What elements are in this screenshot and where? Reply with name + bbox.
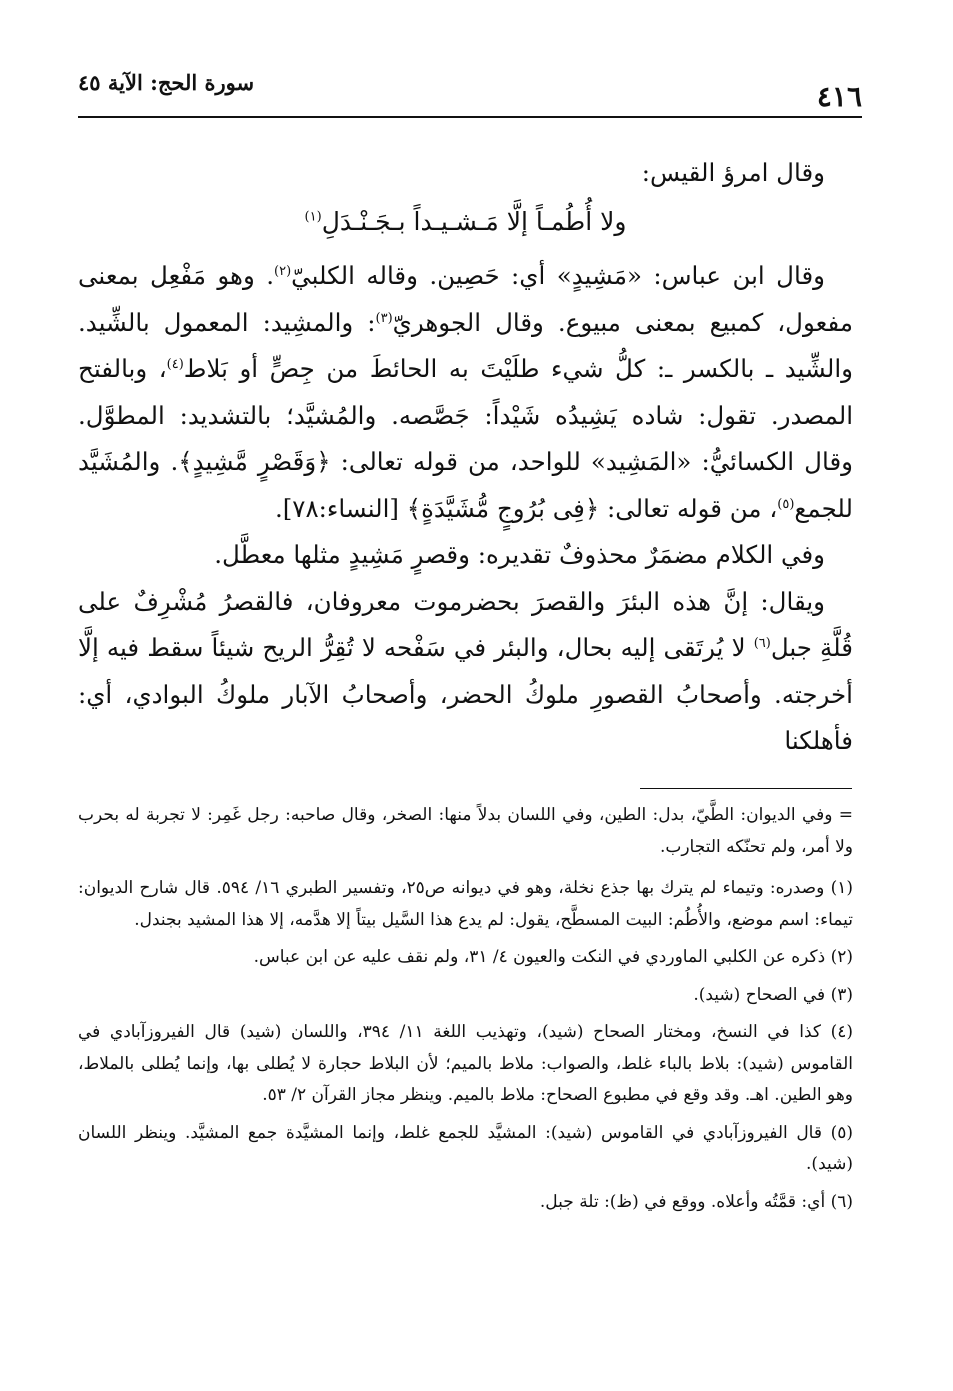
footnote-5: (٥) قال الفيروزآبادي في القاموس (شيد): المشيَّد للجمع غلط، وإنما المشيَّدة جمع المشيَّد. وينظر اللسان (شيد). xyxy=(78,1122,853,1174)
footnotes xyxy=(78,800,853,1224)
paragraph-2: وفي الكلام مضمَرٌ محذوفٌ تقديره: وقصرٍ مَشِيدٍ مثلها معطَّل. xyxy=(214,540,825,569)
page-number: ٤١٦ xyxy=(816,80,862,113)
para1-text-d: ، وبالفتح المصدر. تقول: شاده يَشِيدُه شَيْداً: جَصَّصه. والمُشيَّد؛ بالتشديد: المطوَّل. وقال الكسائيُّ: «المَشِيد» للواحد، من قوله تعالى: ﴿وَقَصْرٍ مَّشِيدٍ﴾. والمُشَيَّد للجمع xyxy=(78,354,853,523)
para1-text-c: : والمشِيد: المعمول بالشِّيد. والشِّيد ـ بالكسر ـ: كلُّ شيء طلَيْتَ به الحائطَ من جِصٍّ أو بَلاط xyxy=(78,307,853,383)
main-text xyxy=(78,150,853,765)
footnote-4: (٤) كذا في النسخ، ومختار الصحاح (شيد)، وتهذيب اللغة ١١/ ٣٩٤، واللسان (شيد) قال الفيروزآبادي في القاموس (شيد): بلاط بالباء غلط، والصواب: ملاط بالميم؛ لأن البلاط حجارة لا يُطلى بها، وإنما يُطلى بالملاط، وهو الطين. اهـ. وقد وقع في مطبوع الصحاح: ملاط بالميم. وينظر مجاز القرآن ٢/ ٥٣. xyxy=(78,1022,853,1105)
page-header xyxy=(78,62,862,122)
footnote-ref-5: (٥) xyxy=(777,496,795,512)
paragraph-1 xyxy=(78,253,853,532)
footnote-ref-2: (٢) xyxy=(274,263,292,279)
para3-text-a: ويقال: إنَّ هذه البئرَ والقصرَ بحضرموت معروفان، فالقصرُ مُشْرِفٌ على قُلَّةِ جبل xyxy=(78,586,853,662)
footnote-continuation: = وفي الديوان: الطَّيّ، بدل: الطين، وفي اللسان بدلاً منها: الصخر، وقال صاحبه: رجل غَمِر: لا تجربة له بحرب ولا أمر، ولم تحنّكه التجارب. xyxy=(78,805,853,857)
footnote-ref-6: (٦) xyxy=(753,635,771,651)
footnote-separator xyxy=(640,788,852,789)
footnote-ref-1: (١) xyxy=(304,209,322,225)
footnote-2: (٢) ذكره عن الكلبي الماوردي في النكت والعيون ٤/ ٣١، ولم نقف عليه عن ابن عباس. xyxy=(253,947,853,967)
para1-text-e: ، من قوله تعالى: ﴿فِى بُرُوجٍ مُّشَيَّدَةٍ﴾ [النساء:٧٨]. xyxy=(274,493,778,523)
verse-text: ولا أُطُمـاً إلَّا مَـشـيـداً بـجَـنْـدَلِ xyxy=(321,206,627,236)
footnote-6: (٦) أي: قمَّتُه وأعلاه. ووقع في (ظ): تلة جبل. xyxy=(539,1191,853,1212)
footnote-1: (١) وصدره: وتيماء لم يترك بها جذع نخلة، وهو في ديوانه ص٢٥، وتفسير الطبري ١٦/ ٥٩٤. قال شارح الديوان: تيماء: اسم موضع، والأُطُم: البيت المسطَّح، يقول: لم يدع هذا السَّيل بيتاً إلا هدَّمه، إلا هذا المشيد بجندل. xyxy=(78,878,853,930)
para1-text-a: وقال ابن عباس: «مَشِيدٍ» أي: حَصِين. وقاله الكلبيّ xyxy=(291,261,825,290)
poetry-verse xyxy=(78,199,853,246)
running-title: سورة الحج: الآية ٤٥ xyxy=(78,70,255,95)
header-rule xyxy=(78,116,862,118)
paragraph-3 xyxy=(78,579,853,765)
footnote-ref-4: (٤) xyxy=(166,356,184,372)
para3-text-b: لا يُرتَقى إليه بحال، والبئر في سَفْحه لا تُقِرُّ الريح شيئاً سقط فيه إلَّا أخرجته. وأصحابُ القصورِ ملوكُ الحضر، وأصحابُ الآبار ملوكُ البوادي، أي: فأهلكنا xyxy=(78,633,853,755)
footnote-ref-3: (٣) xyxy=(375,310,393,326)
intro-line: وقال امرؤ القيس: xyxy=(641,158,825,187)
para1-text-b: . وهو مَفْعِل بمعنى مفعول، كمبيع بمعنى مبيوع. وقال الجوهريّ xyxy=(78,261,853,337)
footnote-3: (٣) في الصحاح (شيد). xyxy=(693,984,853,1005)
